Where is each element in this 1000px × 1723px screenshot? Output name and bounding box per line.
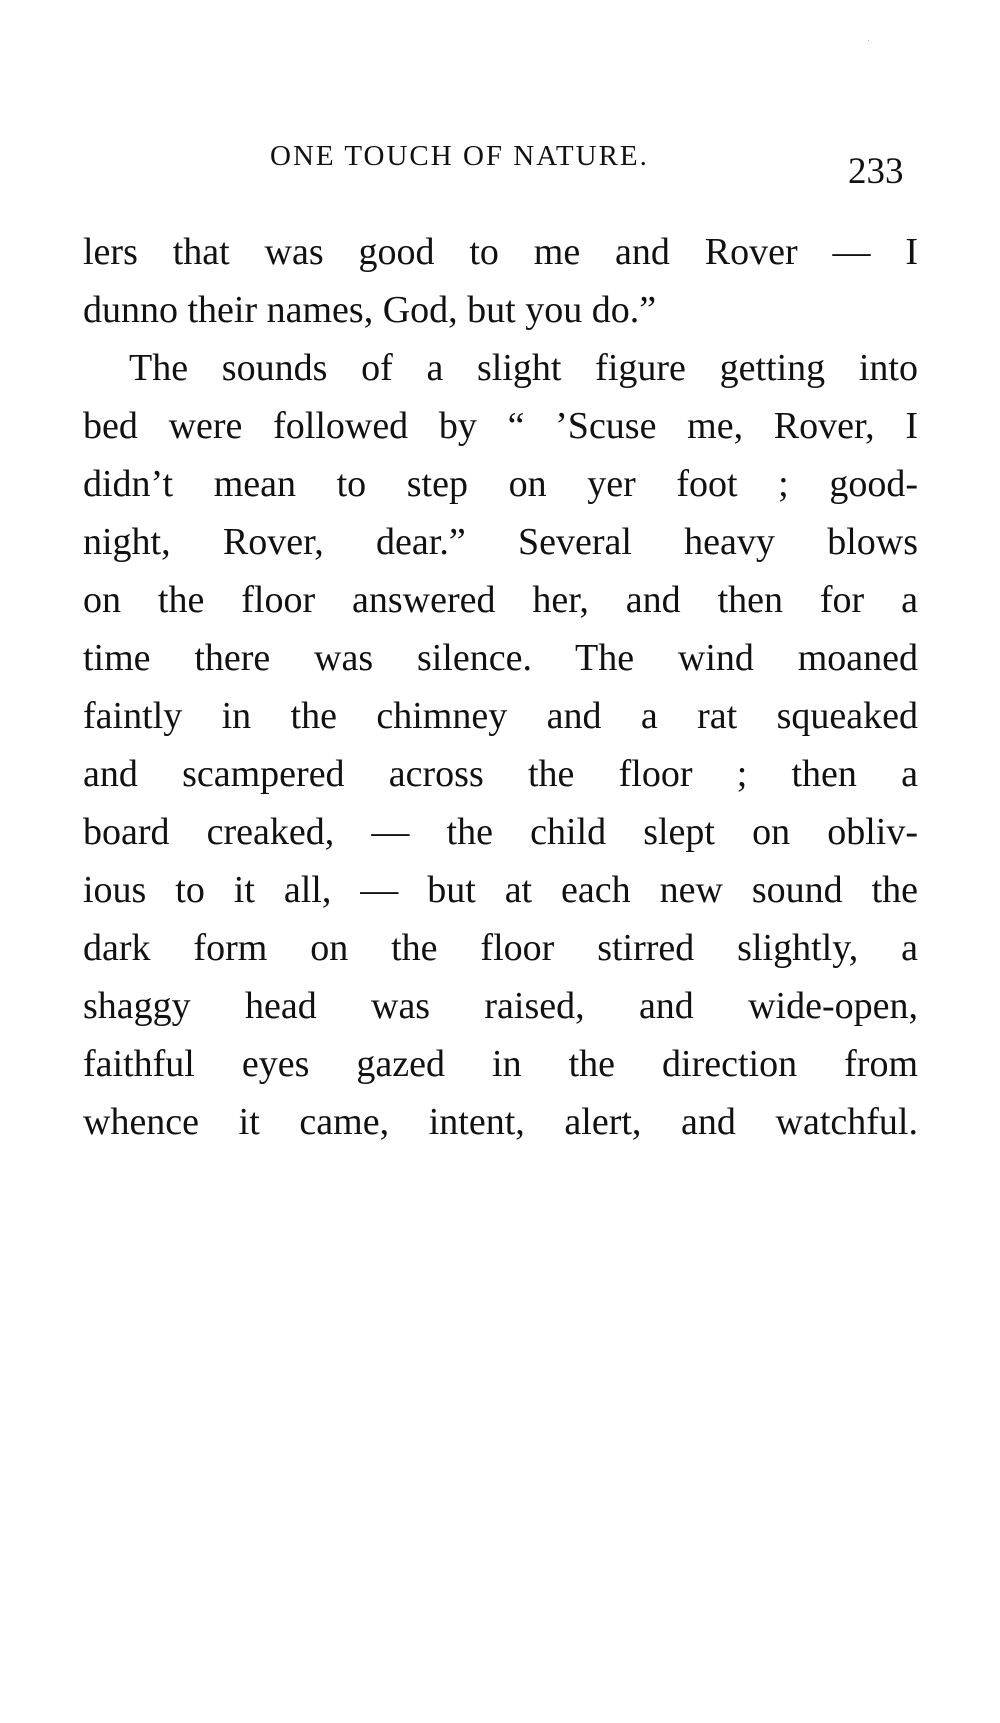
text-line: ious to it all, — but at each new sound the	[83, 869, 918, 911]
text-line: didn’t mean to step on yer foot ; good-	[83, 463, 918, 505]
text-line: lers that was good to me and Rover — I	[83, 231, 918, 273]
text-line: faintly in the chimney and a rat squeaked	[83, 695, 918, 737]
paper-speck	[868, 40, 869, 41]
running-head: ONE TOUCH OF NATURE.	[270, 140, 649, 172]
text-line: faithful eyes gazed in the direction from	[83, 1043, 918, 1085]
text-line: on the floor answered her, and then for a	[83, 579, 918, 621]
body-text	[83, 223, 918, 1151]
text-line: bed were followed by “ ’Scuse me, Rover, I	[83, 405, 918, 447]
text-line: dark form on the floor stirred slightly, a	[83, 927, 918, 969]
paragraph-first-line: The sounds of a slight figure getting into	[129, 347, 918, 389]
text-line: board creaked, — the child slept on obliv-	[83, 811, 918, 853]
text-line: night, Rover, dear.” Several heavy blows	[83, 521, 918, 563]
text-line: whence it came, intent, alert, and watchful.	[83, 1101, 918, 1143]
text-line: time there was silence. The wind moaned	[83, 637, 918, 679]
page-number: 233	[848, 151, 904, 192]
text-line: and scampered across the floor ; then a	[83, 753, 918, 795]
text-line: dunno their names, God, but you do.”	[83, 289, 657, 331]
text-line: shaggy head was raised, and wide-open,	[83, 985, 918, 1027]
